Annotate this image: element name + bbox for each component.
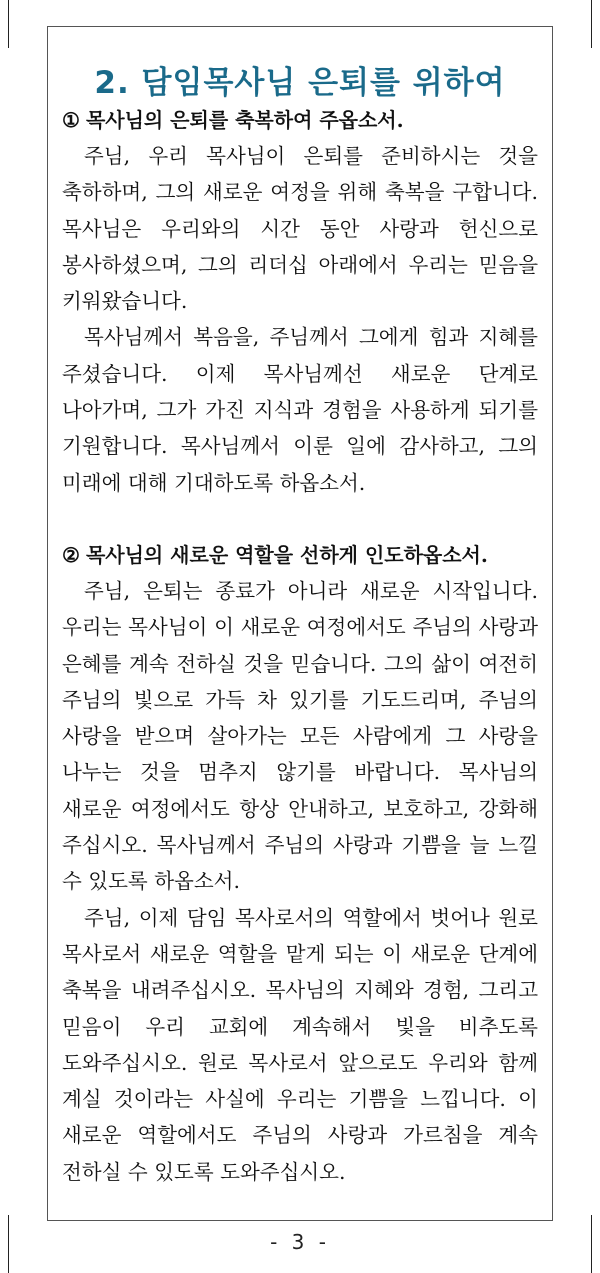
section-heading-text: 목사님의 새로운 역할을 선하게 인도하옵소서. [85,542,488,567]
prayer-content [62,102,538,1190]
prayer-section-2 [62,537,538,1190]
paragraph: 목사님께서 복음을, 주님께서 그에게 힘과 지혜를 주셨습니다. 이제 목사님께선 새로운 단계로 나아가며, 그가 가진 지식과 경험을 사용하게 되기를 기원합니다. 목사님께서 이룬 일에 감사하고, 그의 미래에 대해 기대하도록 하옵소서. [62,325,538,495]
prayer-section-1 [62,102,538,501]
section-number: ① [62,108,80,132]
crop-mark-top-left [8,0,9,48]
paragraph: 주님, 은퇴는 종료가 아니라 새로운 시작입니다. 우리는 목사님이 이 새로운 여정에서도 주님의 사랑과 은혜를 계속 전하실 것을 믿습니다. 그의 삶이 여전히 주님의 빛으로 가득 차 있기를 기도드리며, 주님의 사랑을 받으며 살아가는 모든 사람에게 그 사랑을 나누는 것을 멈추지 않기를 바랍니다. 목사님의 새로운 여정에서도 항상 안내하고, 보호하고, 강화해 주십시오. 목사님께서 주님의 사랑과 기쁨을 늘 느낄 수 있도록 하옵소서. [62,578,538,894]
section-number: ② [62,542,80,567]
crop-mark-top-right [591,0,592,48]
section-heading-text: 목사님의 은퇴를 축복하여 주옵소서. [85,108,404,132]
paragraph: 주님, 이제 담임 목사로서의 역할에서 벗어나 원로 목사로서 새로운 역할을 맡게 되는 이 새로운 단계에 축복을 내려주십시오. 목사님의 지혜와 경험, 그리고 믿음이 우리 교회에 계속해서 빛을 비추도록 도와주십시오. 원로 목사로서 앞으로도 우리와 함께 계실 것이라는 사실에 우리는 기쁨을 느낍니다. 이 새로운 역할에서도 주님의 사랑과 가르침을 계속 전하실 수 있도록 도와주십시오. [62,905,538,1184]
page-number: - 3 - [270,1230,330,1254]
section-heading [62,102,538,138]
page-title: 2. 담임목사님 은퇴를 위하여 [94,64,506,101]
paragraph: 주님, 우리 목사님이 은퇴를 준비하시는 것을 축하하며, 그의 새로운 여정을 위해 축복을 구합니다. 목사님은 우리와의 시간 동안 사랑과 헌신으로 봉사하셨으며, 그의 리더십 아래에서 우리는 믿음을 키워왔습니다. [62,144,538,314]
section-heading [62,537,538,573]
